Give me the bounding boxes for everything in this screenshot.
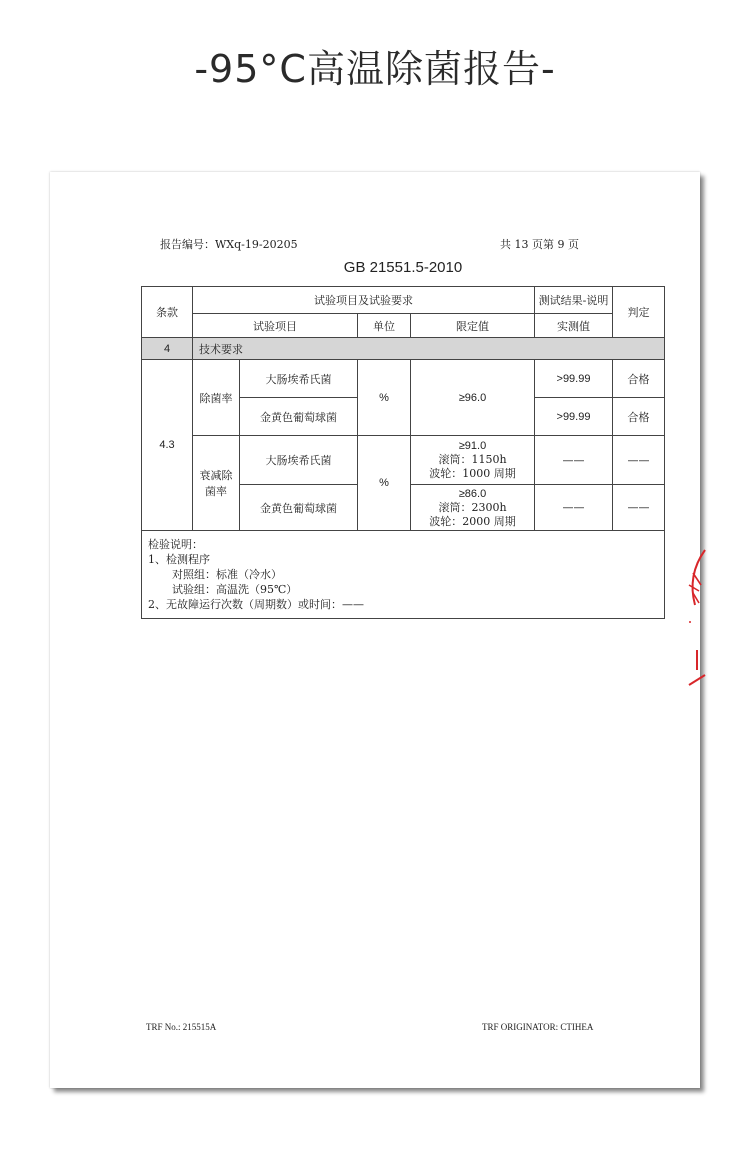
organism-staph: 金黄色葡萄球菌: [240, 398, 358, 436]
measured-value: >99.99: [535, 360, 613, 398]
limit-value: ≥91.0 滚筒：1150h 波轮：1000 周期: [411, 436, 535, 485]
page-title: -95°C高温除菌报告-: [194, 47, 556, 91]
group-removal-rate: 除菌率: [193, 360, 240, 436]
limit-value: ≥86.0 滚筒：2300h 波轮：2000 周期: [411, 485, 535, 531]
standard-code: GB 21551.5-2010: [343, 259, 463, 276]
verdict: ——: [613, 485, 665, 531]
organism-staph: 金黄色葡萄球菌: [240, 485, 358, 531]
verdict: 合格: [613, 360, 665, 398]
organism-ecoli: 大肠埃希氏菌: [240, 360, 358, 398]
header-verdict: 判定: [613, 287, 665, 338]
verdict: ——: [613, 436, 665, 485]
section-title: 技术要求: [193, 338, 665, 360]
header-item: 试验项目: [193, 314, 358, 338]
header-limit: 限定值: [411, 314, 535, 338]
measured-value: >99.99: [535, 398, 613, 436]
red-seal-stamp: [675, 545, 715, 695]
header-measured: 实测值: [535, 314, 613, 338]
trf-originator: TRF ORIGINATOR: CTIHEA: [482, 1022, 594, 1032]
clause-number: 4.3: [142, 360, 193, 531]
measured-value: ——: [535, 436, 613, 485]
unit-percent: %: [358, 360, 411, 436]
limit-value: ≥96.0: [411, 360, 535, 436]
trf-number: TRF No.: 215515A: [146, 1022, 217, 1032]
header-clause: 条款: [142, 287, 193, 338]
verdict: 合格: [613, 398, 665, 436]
header-result-description: 测试结果-说明: [535, 287, 613, 314]
organism-ecoli: 大肠埃希氏菌: [240, 436, 358, 485]
header-unit: 单位: [358, 314, 411, 338]
notes-item: 1、检测程序: [148, 553, 210, 566]
report-number: 报告编号：WXq-19-20205: [160, 238, 298, 251]
unit-percent: %: [358, 436, 411, 531]
section-number: 4: [142, 338, 193, 360]
group-decay-rate: 衰减除 菌率: [193, 436, 240, 531]
test-notes: [142, 531, 665, 619]
test-results-table: [141, 286, 665, 619]
header-items-requirements: 试验项目及试验要求: [193, 287, 535, 314]
page-count: 共 13 页第 9 页: [500, 238, 579, 251]
measured-value: ——: [535, 485, 613, 531]
notes-item: 对照组：标准（冷水）: [172, 568, 282, 581]
notes-heading: 检验说明：: [148, 538, 203, 551]
notes-item: 2、无故障运行次数（周期数）或时间：——: [148, 598, 364, 611]
notes-item: 试验组：高温洗（95℃）: [172, 583, 298, 596]
